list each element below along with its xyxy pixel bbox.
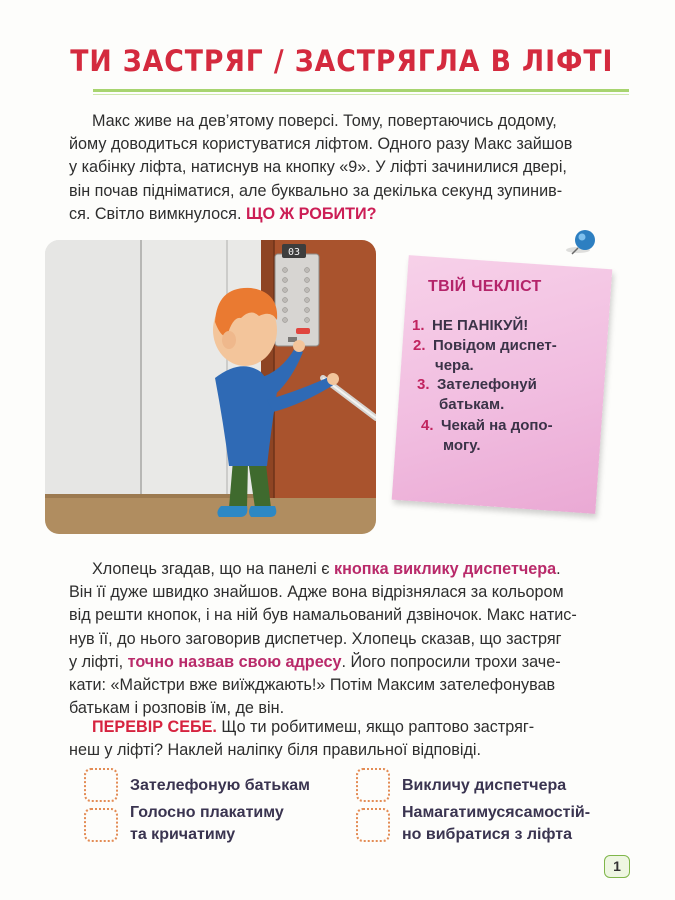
checklist-number: 4. — [421, 417, 434, 434]
floor-display: 03 — [287, 247, 301, 258]
answer-call-dispatcher: Викличу диспетчера — [402, 777, 567, 794]
checklist-text: Чекай на допо- — [441, 417, 553, 434]
self-check-paragraph — [69, 716, 534, 762]
self-check-line: неш у ліфті? Наклей наліпку біля правильної відповіді. — [69, 741, 482, 760]
title-underline — [93, 89, 629, 92]
dispatcher-button-highlight: кнопка виклику диспетчера — [333, 560, 557, 578]
story-text: у ліфті, — [69, 652, 128, 671]
answer-cry — [130, 802, 284, 846]
answer-line: но вибратися з ліфта — [402, 826, 572, 843]
story-line — [69, 651, 577, 674]
intro-line-text: ся. Світло вимкнулося. — [69, 204, 246, 223]
answer-call-parents: Зателефоную батькам — [130, 777, 310, 794]
checklist-number: 2. — [413, 337, 426, 354]
push-pin-icon — [570, 229, 596, 255]
intro-line: Макс живе на дев’ятому поверсі. Тому, повертаючись додому, — [92, 112, 557, 130]
checklist-text: Повідом диспет- — [433, 337, 557, 354]
story-text: . Його попросили трохи заче- — [341, 652, 561, 671]
self-check-heading: ПЕРЕВІР СЕБЕ. — [92, 718, 217, 736]
page-title: ТИ ЗАСТРЯГ / ЗАСТРЯГЛА В ЛІФТІ — [69, 44, 613, 78]
story-line — [69, 558, 577, 581]
story-paragraph — [69, 558, 577, 720]
checklist-item — [421, 416, 553, 456]
checklist-text: НЕ ПАНІКУЙ! — [432, 317, 529, 334]
sticker-box-cry[interactable] — [84, 808, 118, 842]
checklist-item — [412, 316, 528, 336]
sticker-box-escape[interactable] — [356, 808, 390, 842]
page-number: 1 — [604, 855, 630, 878]
answer-line: Голосно плакатиму — [130, 804, 284, 821]
question-highlight: ЩО Ж РОБИТИ? — [245, 204, 377, 223]
answer-escape — [402, 802, 590, 846]
self-check-line — [69, 716, 534, 739]
checklist-text-cont: могу. — [443, 437, 481, 454]
story-line: нув її, до нього заговорив диспетчер. Хлопець сказав, що застряг — [69, 629, 562, 648]
checklist-item — [417, 375, 537, 415]
story-line: кати: «Майстри вже виїжджають!» Потім Максим зателефонував — [69, 676, 556, 695]
address-highlight: точно назвав свою адресу — [127, 652, 342, 671]
story-line: від решти кнопок, і на ній був намальований дзвіночок. Макс натис- — [69, 606, 577, 625]
checklist-text: Зателефонуй — [437, 376, 537, 393]
sticker-box-call-dispatcher[interactable] — [356, 768, 390, 802]
answer-line: Намагатимусясамостій- — [402, 804, 591, 821]
self-check-question: Що ти робитимеш, якщо раптово застряг- — [216, 718, 535, 736]
checklist-number: 1. — [412, 317, 425, 334]
intro-line: йому доводиться користуватися ліфтом. Одного разу Макс зайшов — [69, 135, 573, 154]
answer-line: та кричатиму — [130, 826, 236, 843]
checklist-text-cont: чера. — [435, 357, 474, 374]
story-line: Він її дуже швидко знайшов. Адже вона відрізнялася за кольором — [69, 583, 564, 602]
checklist-item — [413, 336, 557, 376]
intro-line-last — [69, 203, 572, 226]
checklist-number: 3. — [417, 376, 430, 393]
story-line: батькам і розповів їм, де він. — [69, 699, 285, 718]
intro-line: він почав підніматися, але буквально за декілька секунд зупинив- — [69, 181, 563, 200]
intro-paragraph — [69, 110, 572, 226]
story-text: Хлопець згадав, що на панелі є — [92, 560, 334, 578]
checklist-title: ТВІЙ ЧЕКЛІСТ — [428, 278, 542, 295]
sticker-box-call-parents[interactable] — [84, 768, 118, 802]
elevator-illustration — [45, 240, 376, 534]
intro-line: у кабінку ліфта, натиснув на кнопку «9». У ліфті зачинилися двері, — [69, 158, 567, 177]
story-text: . — [556, 560, 561, 578]
checklist-text-cont: батькам. — [439, 396, 505, 413]
title-underline-thin — [93, 94, 629, 95]
